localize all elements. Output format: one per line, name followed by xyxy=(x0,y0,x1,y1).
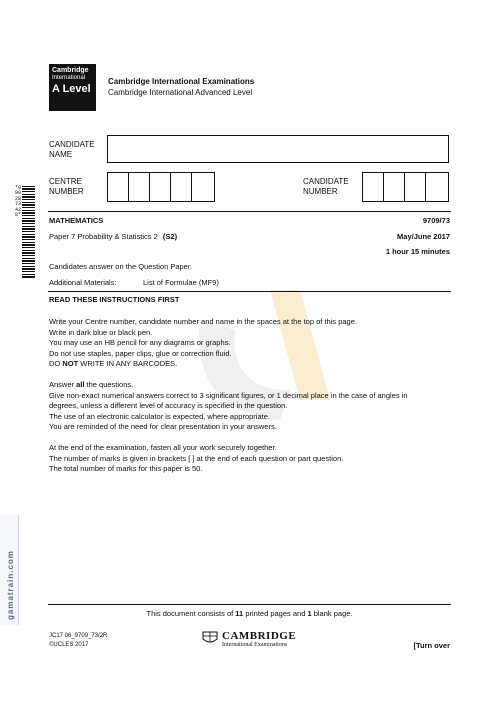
divider xyxy=(48,291,451,292)
exam-board-name: Cambridge International Examinations xyxy=(108,77,255,86)
text-part: Answer xyxy=(49,380,77,389)
additional-materials-label: Additional Materials: xyxy=(49,278,117,287)
digit-box[interactable] xyxy=(129,173,150,201)
instruction-line: Do not use staples, paper clips, glue or correction fluid. xyxy=(49,348,232,358)
candidate-number-label: CANDIDATE NUMBER xyxy=(303,177,349,196)
instruction-line: The number of marks is given in brackets [ ] at the end of each question or part question. xyxy=(49,453,344,463)
instruction-line: Write your Centre number, candidate number and name in the spaces at the top of this page. xyxy=(49,317,357,326)
paper-title xyxy=(49,232,177,243)
instruction-line: Write in dark blue or black pen. xyxy=(49,327,153,337)
paper-tag: (S2) xyxy=(162,232,178,241)
candidate-name-label: CANDIDATE NAME xyxy=(49,140,95,159)
text-part: printed pages and xyxy=(243,609,308,618)
cambridge-brand: CAMBRIDGE xyxy=(222,630,297,642)
candidate-number-boxes[interactable] xyxy=(362,172,449,202)
text-part: the questions. xyxy=(84,380,134,389)
logo-line-1: Cambridge xyxy=(52,67,89,74)
watermark-text: gamatrain.com xyxy=(6,550,15,620)
instructions-block-2 xyxy=(49,380,454,433)
instruction-line: You are reminded of the need for clear presentation in your answers. xyxy=(49,422,277,431)
logo-line-3: A Level xyxy=(52,83,91,95)
exam-duration: 1 hour 15 minutes xyxy=(385,247,450,256)
barcode-number: *0902873428* xyxy=(14,185,21,219)
divider xyxy=(48,211,451,212)
text-part-bold: NOT xyxy=(62,359,79,368)
digit-box[interactable] xyxy=(108,173,129,201)
cambridge-a-level-logo xyxy=(49,64,96,111)
subject: MATHEMATICS xyxy=(49,216,104,225)
exam-level: Cambridge International Advanced Level xyxy=(108,88,253,97)
text-part: WRITE IN ANY BARCODES. xyxy=(78,359,178,368)
instructions-block-1 xyxy=(49,317,454,370)
instruction-line xyxy=(49,359,454,370)
text-part-bold: 1 xyxy=(307,609,312,618)
centre-number-boxes[interactable] xyxy=(107,172,215,202)
logo-line-2: International xyxy=(52,75,86,81)
instruction-line xyxy=(49,380,454,391)
paper-code: 9709/73 xyxy=(422,216,450,225)
copyright: ©UCLES 2017 xyxy=(49,642,89,648)
document-reference: JC17 06_9709_73/2R xyxy=(49,633,108,639)
instruction-line: The use of an electronic calculator is expected, where appropriate. xyxy=(49,411,270,421)
text-part-bold: 11 xyxy=(235,609,244,618)
text-part-bold: all xyxy=(76,380,85,389)
digit-box[interactable] xyxy=(405,173,426,201)
instructions-block-3 xyxy=(49,443,454,475)
digit-box[interactable] xyxy=(192,173,213,201)
additional-materials-value: List of Formulae (MF9) xyxy=(143,278,219,287)
digit-box[interactable] xyxy=(384,173,405,201)
answer-on-note: Candidates answer on the Question Paper. xyxy=(49,262,193,271)
text-part: blank page. xyxy=(311,609,353,618)
barcode xyxy=(22,186,35,278)
turn-over: [Turn over xyxy=(413,641,450,650)
instruction-line: At the end of the examination, fasten all your work securely together. xyxy=(49,443,277,452)
text-part: This document consists of xyxy=(146,609,236,618)
exam-session: May/June 2017 xyxy=(397,232,450,241)
footer-ref-block xyxy=(49,632,107,650)
candidate-name-field[interactable] xyxy=(107,135,449,163)
digit-box[interactable] xyxy=(150,173,171,201)
instruction-line: You may use an HB pencil for any diagrams or graphs. xyxy=(49,338,231,347)
instruction-line: The total number of marks for this paper is 50. xyxy=(49,464,203,473)
divider xyxy=(48,604,451,605)
instructions-heading: READ THESE INSTRUCTIONS FIRST xyxy=(49,295,180,304)
instruction-line: degrees, unless a different level of accuracy is specified in the question. xyxy=(49,401,288,410)
digit-box[interactable] xyxy=(171,173,192,201)
text-part: DO xyxy=(49,359,63,368)
digit-box[interactable] xyxy=(426,173,447,201)
paper-line: Paper 7 Probability & Statistics 2 xyxy=(49,232,158,241)
page-count-note xyxy=(48,609,451,620)
cambridge-crest-icon xyxy=(202,631,218,645)
cambridge-brand-sub: International Examinations xyxy=(222,642,288,648)
digit-box[interactable] xyxy=(363,173,384,201)
centre-number-label: CENTRE NUMBER xyxy=(49,177,84,196)
instruction-line: Give non-exact numerical answers correct to 3 significant figures, or 1 decimal place in the case of angles in xyxy=(49,390,408,400)
